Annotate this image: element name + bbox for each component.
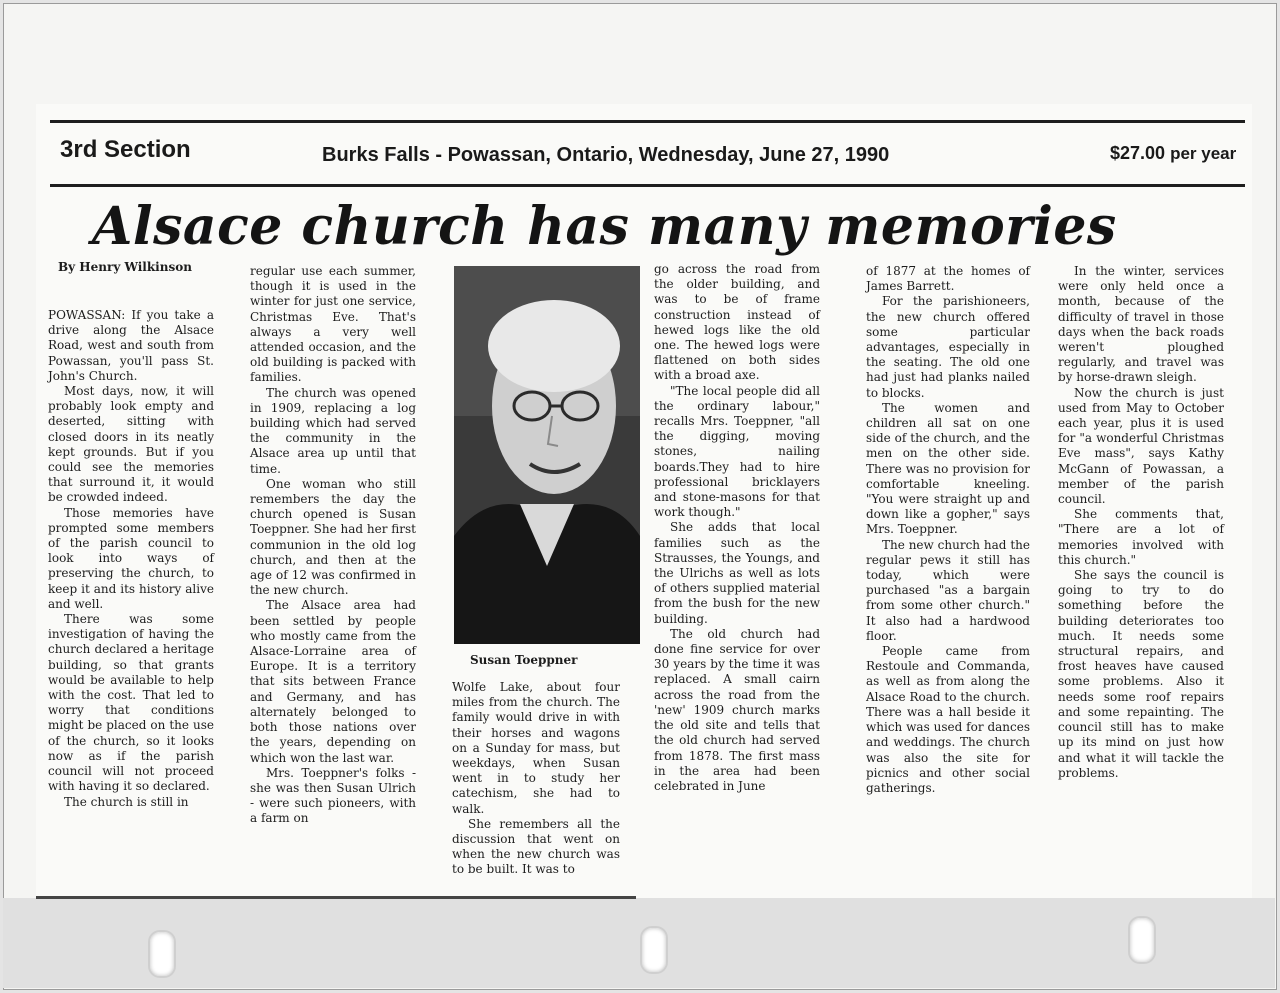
top-rule <box>50 120 1245 123</box>
headline: Alsace church has many memories <box>92 196 1117 257</box>
section-label: 3rd Section <box>60 136 191 163</box>
paragraph: regular use each summer, though it is used in the winter for just one service, Christmas Eve. That's always a very well attended occasion, and the old building is packed with families. <box>250 264 416 385</box>
clipping-bottom-edge <box>36 896 636 899</box>
paragraph: go across the road from the older building, and was to be of frame construction instead of hewed logs like the old one. The hewed logs were flattened on both sides with a broad axe. <box>654 262 820 383</box>
portrait-illustration <box>454 266 640 644</box>
paragraph: There was some investigation of having the church declared a heritage building, so that grants would be available to help with the cost. That led to worry that conditions might be placed on the use of the church, so it looks now as if the parish council will not proceed with having it so declared. <box>48 612 214 794</box>
paragraph: In the winter, services were only held once a month, because of the difficulty of travel in those days when the back roads weren't ploughed regularly, and travel was by horse-drawn sleigh. <box>1058 264 1224 385</box>
paragraph: "The local people did all the ordinary labour," recalls Mrs. Toeppner, "all the digging, moving stones, nailing boards.They had to hire professional bricklayers and stone-masons for that work though." <box>654 383 820 520</box>
paragraph: Now the church is just used from May to October each year, plus it is used for "a wonderful Christmas Eve mass", says Kathy McGann of Powassan, a member of the parish council. <box>1058 385 1224 507</box>
paragraph: The old church had done fine service for over 30 years by the time it was replaced. A small cairn across the road from the 'new' 1909 church marks the old site and tells that the old church had served from 1878. The first mass in the area had been celebrated in June <box>654 626 820 793</box>
paragraph: Mrs. Toeppner's folks - she was then Susan Ulrich - were such pioneers, with a farm on <box>250 765 416 826</box>
paragraph: The women and children all sat on one side of the church, and the men on the other side. There was no provision for comfortable kneeling. "You were straight up and down like a gopher," says Mrs. Toeppner. <box>866 400 1030 537</box>
header-bottom-rule <box>50 184 1245 187</box>
punch-hole-left <box>148 930 176 978</box>
paragraph: She says the council is going to try to do something before the building deteriorates too much. It needs some structural repairs, and frost heaves have caused some problems. Also it needs some roof repairs and some repainting. The council still has to make up its mind on just how and what it will tackle the problems. <box>1058 568 1224 780</box>
punch-hole-center <box>640 926 668 974</box>
paragraph: The church was opened in 1909, replacing a log building which had served the community in the Alsace area up until that time. <box>250 385 416 476</box>
photo-caption: Susan Toeppner <box>470 653 578 667</box>
dateline: Burks Falls - Powassan, Ontario, Wednesday, June 27, 1990 <box>322 144 890 166</box>
paragraph: Most days, now, it will probably look empty and deserted, sitting with closed doors in its neatly kept grounds. But if you could see the memories that surround it, it would be crowded indeed. <box>48 384 214 505</box>
paragraph: She adds that local families such as the Strausses, the Youngs, and the Ulrichs as well as lots of others supplied material from the bush for the new building. <box>654 520 820 626</box>
article-column-4 <box>654 262 820 794</box>
paragraph: of 1877 at the homes of James Barrett. <box>866 264 1030 294</box>
article-column-1 <box>48 308 214 810</box>
paragraph: The church is still in <box>64 794 189 809</box>
paragraph: POWASSAN: If you take a drive along the Alsace Road, west and south from Powassan, you'll pass St. John's Church. <box>48 308 214 383</box>
portrait-photo <box>454 266 640 644</box>
paragraph: The new church had the regular pews it still has today, which were purchased "as a bargain from some other church." It also had a hardwood floor. <box>866 537 1030 643</box>
article-column-5 <box>866 264 1030 796</box>
paragraph: The Alsace area had been settled by people who mostly came from the Alsace-Lorraine area of Europe. It is a territory that sits between France and Germany, and has alternately belonged to both those nations over the years, depending on which won the last war. <box>250 598 416 765</box>
byline: By Henry Wilkinson <box>58 260 192 274</box>
paragraph: People came from Restoule and Commanda, as well as from along the Alsace Road to the church. There was a hall beside it which was used for dances and weddings. The church was also the site for picnics and other social gatherings. <box>866 644 1030 795</box>
price <box>1110 143 1236 164</box>
article-column-2 <box>250 264 416 827</box>
paragraph: For the parishioneers, the new church offered some particular advantages, especially in the seating. The old one had just had planks nailed to blocks. <box>866 294 1030 400</box>
paragraph: She remembers all the discussion that went on when the new church was to be built. It was to <box>452 816 620 877</box>
price-amount: $27.00 <box>1110 143 1166 163</box>
paragraph: She comments that, "There are a lot of memories involved with this church." <box>1058 507 1224 567</box>
article-column-3 <box>452 680 620 878</box>
sheet-protector-strip <box>3 898 1275 988</box>
punch-hole-right <box>1128 916 1156 964</box>
paragraph: Those memories have prompted some members of the parish council to look into ways of preserving the church, to keep it and its history alive and well. <box>48 505 214 611</box>
paragraph: Wolfe Lake, about four miles from the church. The family would drive in with their horses and wagons on a Sunday for mass, but weekdays, when Susan went in to study her catechism, she had to walk. <box>452 680 620 816</box>
price-unit: per year <box>1170 144 1237 163</box>
paragraph: One woman who still remembers the day the church opened is Susan Toeppner. She had her first communion in the old log church, and then at the age of 12 was confirmed in the new church. <box>250 476 416 598</box>
article-column-6 <box>1058 264 1224 781</box>
